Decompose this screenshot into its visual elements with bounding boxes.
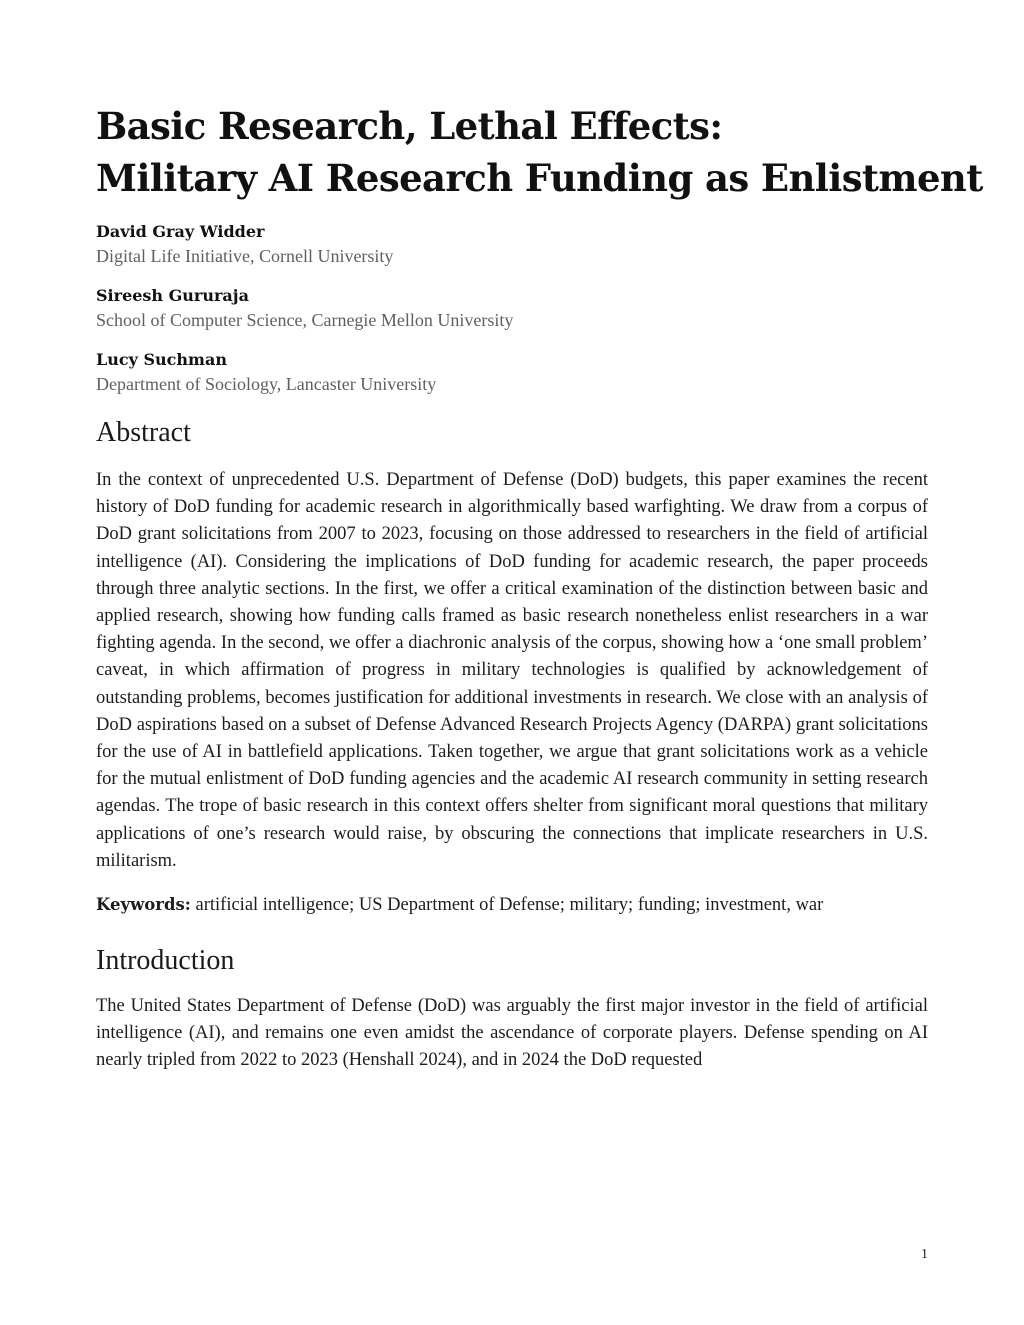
abstract-text: In the context of unprecedented U.S. Department of Defense (DoD) budgets, this paper examines the recent history of DoD funding for academic research in algorithmically based warfighting. We draw from a corpus of DoD grant solicitations from 2007 to 2023, focusing on those addressed to researchers in the field of artificial intelligence (AI). Considering the implications of DoD funding for academic research, the paper proceeds through three analytic sections. In the first, we offer a critical examination of the distinction between basic and applied research, showing how funding calls framed as basic research nonetheless enlist researchers in a war fighting agenda. In the second, we offer a diachronic analysis of the corpus, showing how a ‘one small problem’ caveat, in which affirmation of progress in military technologies is qualified by acknowledgement of outstanding problems, becomes justification for additional investments in research. We close with an analysis of DoD aspirations based on a subset of Defense Advanced Research Projects Agency (DARPA) grant solicitations for the use of AI in battlefield applications. Taken together, we argue that grant solicitations work as a vehicle for the mutual enlistment of DoD funding agencies and the academic AI research community in setting research agendas. The trope of basic research in this context offers shelter from significant moral questions that military applications of one’s research would raise, by obscuring the connections that implicate researchers in U.S. militarism. <box>96 470 928 871</box>
author-list <box>96 221 928 397</box>
paper-title <box>96 100 983 204</box>
introduction-text: The United States Department of Defense (DoD) was arguably the first major investor in the field of artificial intelligence (AI), and remains one even amidst the ascendance of corporate players. Defense spending on AI nearly tripled from 2022 to 2023 (Henshall 2024), and in 2024 the DoD requested <box>96 996 928 1071</box>
author-block <box>96 349 928 397</box>
author-name: Lucy Suchman <box>96 350 227 369</box>
author-block <box>96 221 928 269</box>
author-name: David Gray Widder <box>96 222 265 241</box>
paper-title-line-2: Military AI Research Funding as Enlistment <box>96 156 983 200</box>
paper-page <box>96 100 983 1075</box>
introduction-heading: Introduction <box>96 945 235 977</box>
author-affiliation: Department of Sociology, Lancaster University <box>96 374 437 394</box>
paper-title-line-1: Basic Research, Lethal Effects: <box>96 104 723 148</box>
page-number: 1 <box>921 1247 928 1262</box>
author-affiliation: School of Computer Science, Carnegie Mellon University <box>96 310 514 330</box>
keywords-text: artificial intelligence; US Department of Defense; military; funding; investment, war <box>190 895 824 916</box>
keywords-label: Keywords: <box>96 895 191 915</box>
author-name: Sireesh Gururaja <box>96 286 249 305</box>
author-affiliation: Digital Life Initiative, Cornell University <box>96 246 394 266</box>
author-block <box>96 285 928 333</box>
abstract-heading: Abstract <box>96 417 191 448</box>
keywords-line <box>96 891 928 919</box>
